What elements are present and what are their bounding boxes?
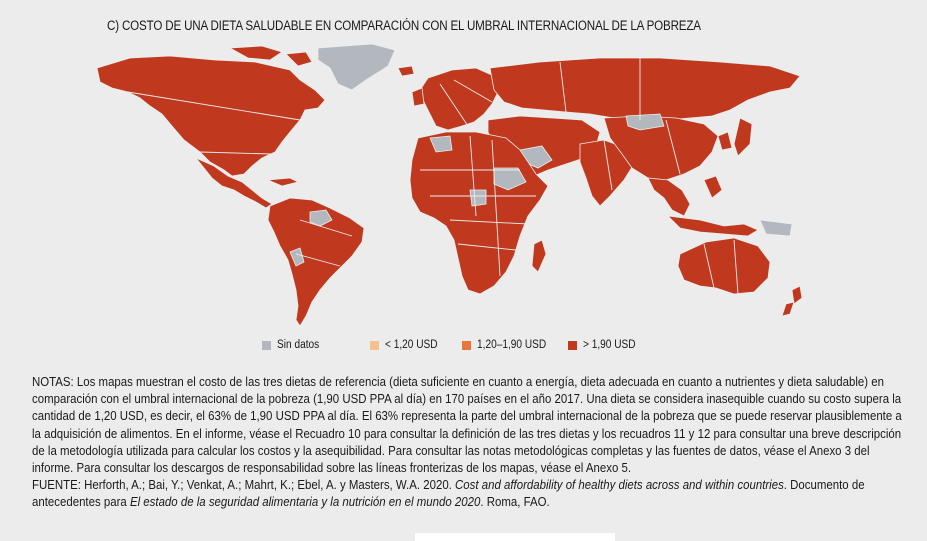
region-russia [490, 58, 800, 120]
legend-swatch-1-20-1-90 [462, 341, 471, 350]
region-southeast-asia [648, 178, 690, 216]
page-tab [415, 533, 615, 541]
legend-label-no-data: Sin datos [277, 339, 320, 351]
legend-item-1-20-1-90 [462, 339, 556, 351]
region-north-america [97, 56, 325, 176]
legend-item-no-data [262, 339, 325, 351]
legend-label-lt-1-20: < 1,20 USD [385, 339, 438, 351]
notes-text: NOTAS: Los mapas muestran el costo de las tres dietas de referencia (dieta suficiente en cuanto a energía, dieta adecuada en cuanto a nutrientes y dieta saludable) en comparación con el umbral internacional de la pobreza (1,90 USD PPA al día) en 170 países en el año 2017. Una dieta se considera inasequible cuando su costo supera la cantidad de 1,20 USD, es decir, el 63% de 1,90 USD PPA al día. El 63% representa la parte del umbral internacional de la pobreza que se puede reservar plausiblemente a la adquisición de alimentos. En el informe, véase el Recuadro 10 para consultar la definición de las tres dietas y los recuadros 11 y 12 para consultar una breve descripción de la metodología utilizada para calcular los costos y la asequibilidad. Para consultar las notas metodológicas completas y las fuentes de datos, véase el Anexo 3 del informe. Para consultar los descargos de responsabilidad sobre las líneas fronterizas de los mapas, véase el Anexo 5. [32, 374, 902, 476]
source-middle: . Documento de antecedentes para [32, 477, 865, 510]
legend-label-1-20-1-90: 1,20–1,90 USD [477, 339, 547, 351]
legend-swatch-gt-1-90 [568, 341, 577, 350]
source-prefix: FUENTE: Herforth, A.; Bai, Y.; Venkat, A.; Mahrt, K.; Ebel, A. y Masters, W.A. 2020. [32, 477, 456, 493]
legend-swatch-lt-1-20 [370, 341, 379, 350]
region-australia [678, 238, 770, 294]
source-suffix: . Roma, FAO. [480, 494, 550, 510]
source-title: Cost and affordability of healthy diets across and within countries [455, 477, 784, 493]
legend-swatch-no-data [262, 341, 271, 350]
region-greenland [318, 44, 395, 90]
legend-label-gt-1-90: > 1,90 USD [583, 339, 636, 351]
notes-block [32, 373, 903, 511]
legend-item-lt-1-20 [370, 339, 445, 351]
source-text [32, 476, 903, 510]
world-map [0, 40, 927, 330]
source-report-title: El estado de la seguridad alimentaria y la nutrición en el mundo 2020 [129, 494, 481, 510]
legend-item-gt-1-90 [568, 339, 643, 351]
map-title: C) COSTO DE UNA DIETA SALUDABLE EN COMPARACIÓN CON EL UMBRAL INTERNACIONAL DE LA POBREZA [107, 18, 701, 33]
